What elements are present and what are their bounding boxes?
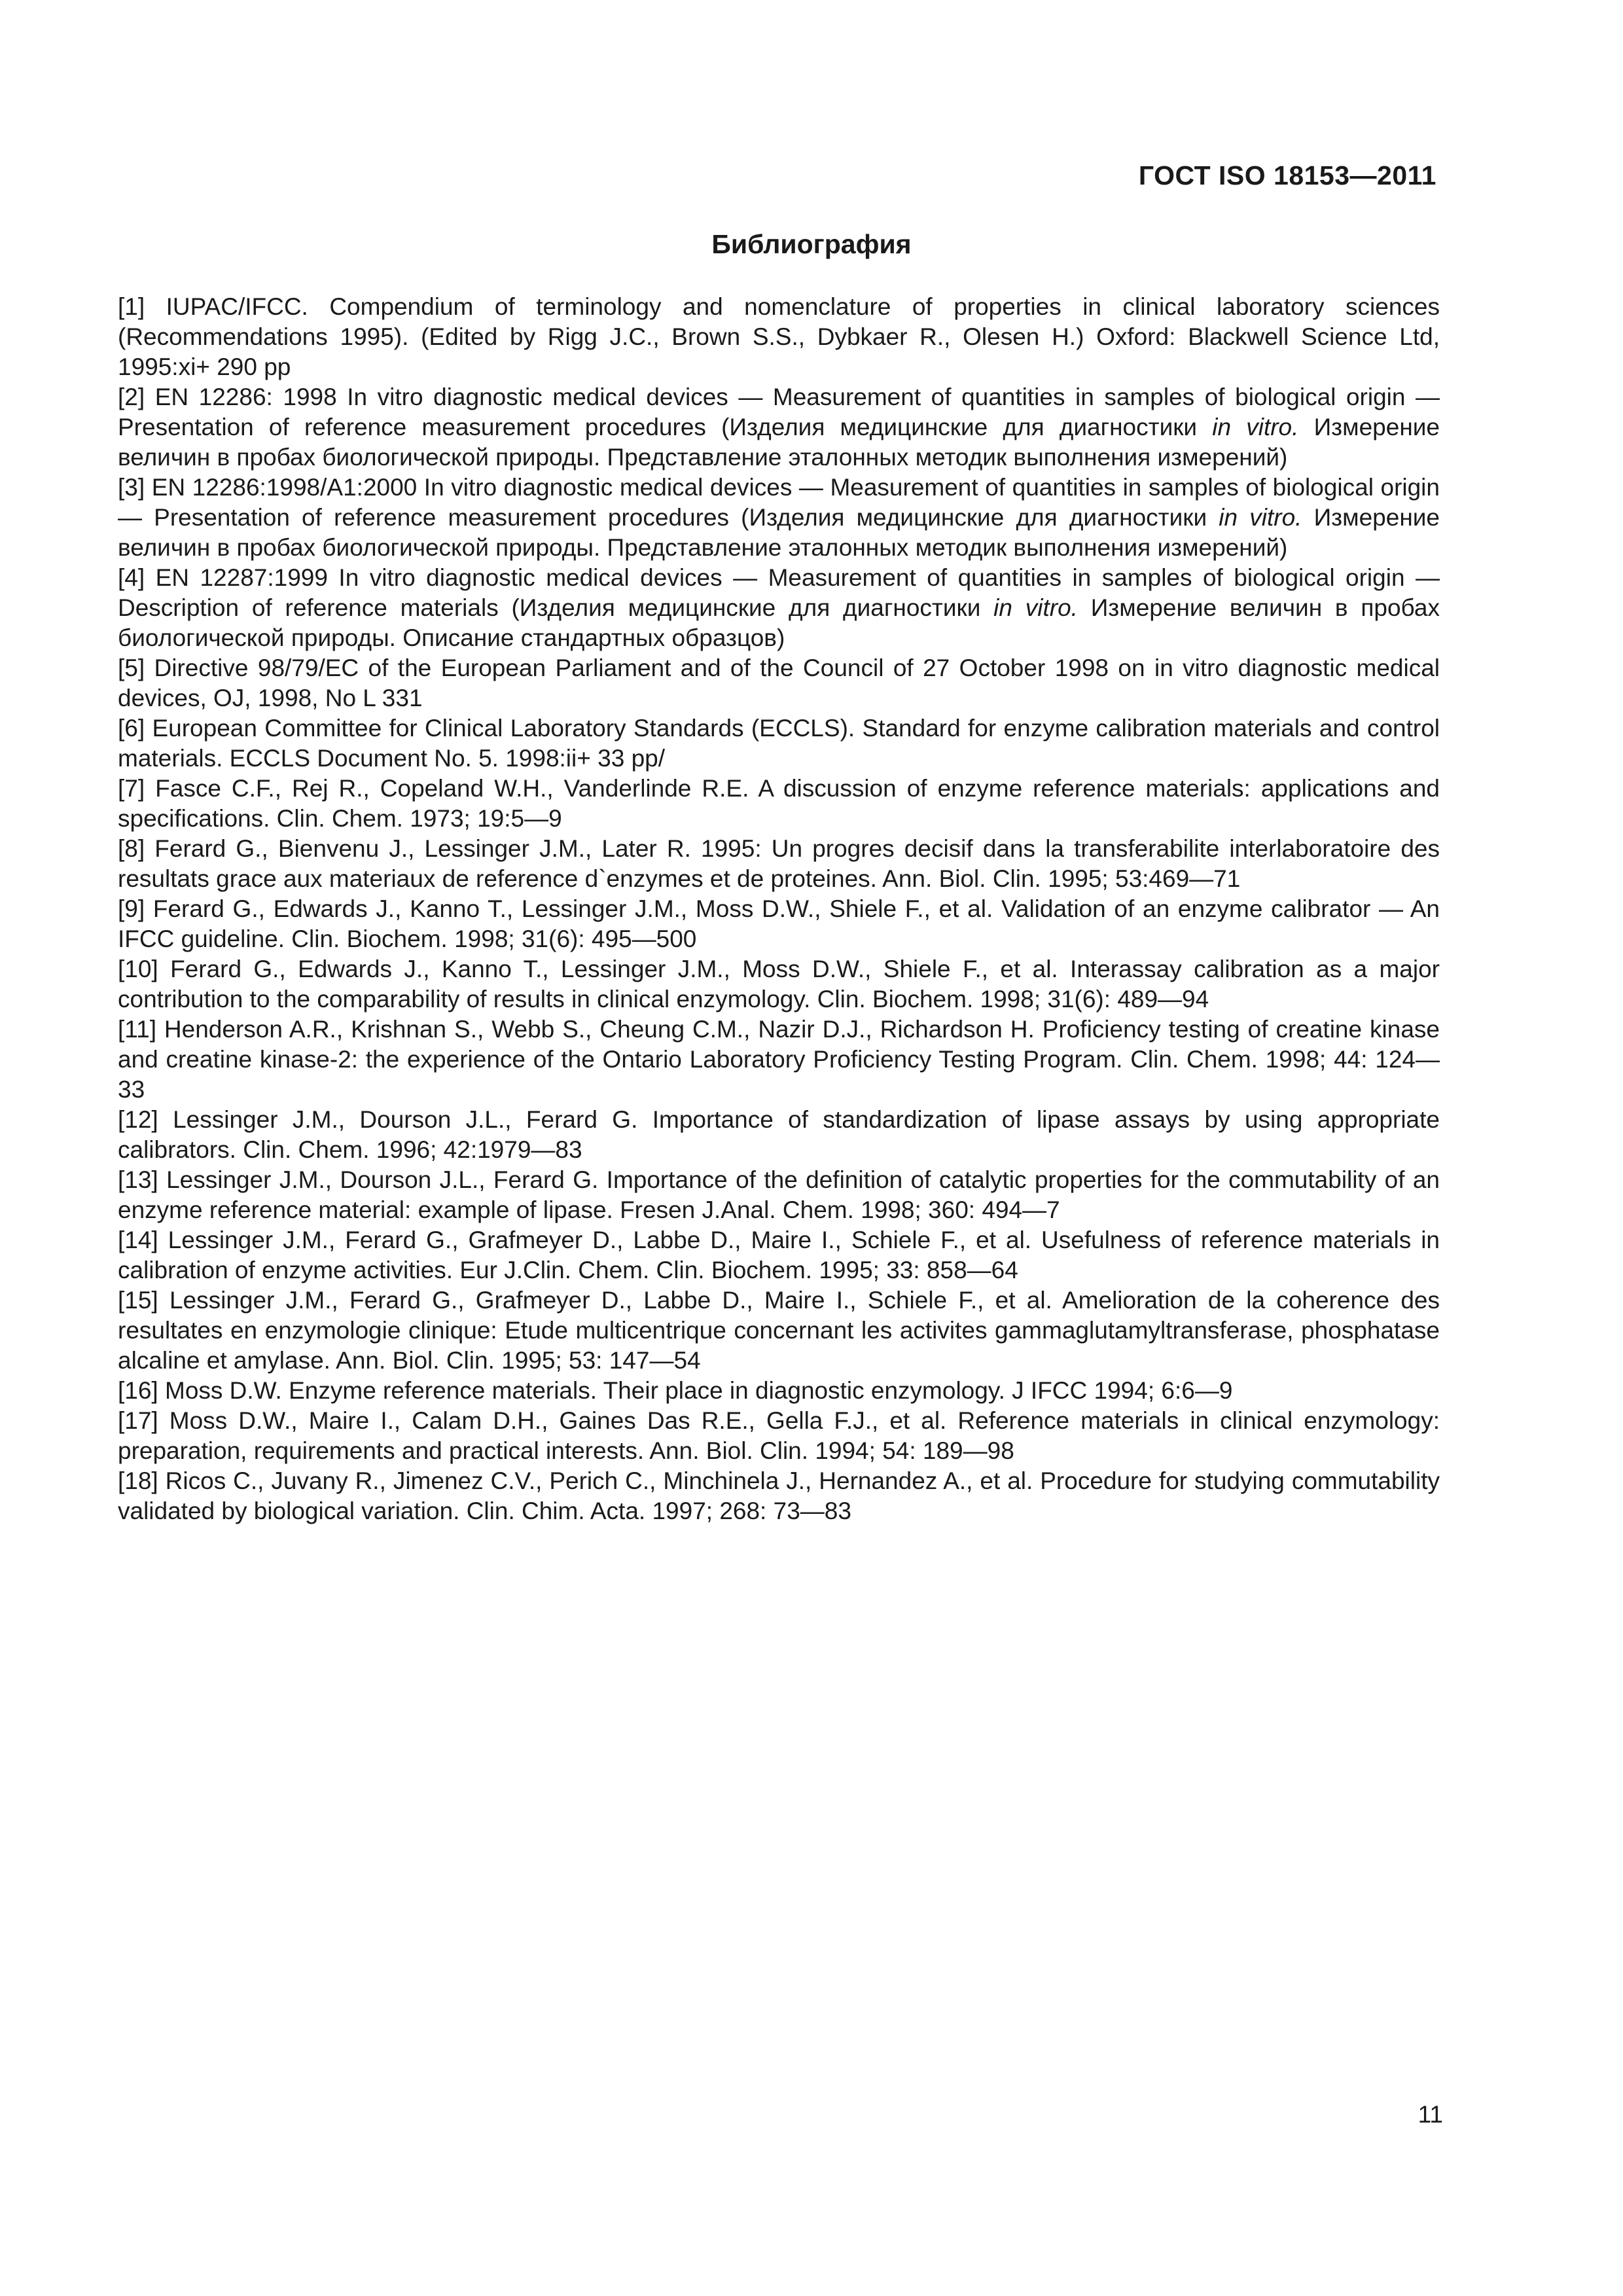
reference-item: [12] Lessinger J.M., Dourson J.L., Ferard G. Importance of standardization of lipase assays by using appropriate calibrators. Clin. Chem. 1996; 42:1979—83 [118,1106,1440,1163]
standard-id-header: ГОСТ ISO 18153—2011 [1138,160,1436,190]
reference-item: [8] Ferard G., Bienvenu J., Lessinger J.M., Later R. 1995: Un progres decisif dans la transferabilite interlaboratoire des resultats grace aux materiaux de reference d`enzymes et de proteines. Ann. Biol. Clin. 1995; 53:469—71 [118,835,1440,892]
reference-item: [14] Lessinger J.M., Ferard G., Grafmeyer D., Labbe D., Maire I., Schiele F., et al. Usefulness of reference materials in calibration of enzyme activities. Eur J.Clin. Chem. Clin. Biochem. 1995; 33: 858—64 [118,1227,1440,1283]
reference-item: [5] Directive 98/79/EC of the European Parliament and of the Council of 27 October 1998 on in vitro diagnostic medical devices, OJ, 1998, No L 331 [118,655,1440,711]
page-title: Библиография [711,229,912,259]
reference-item: [18] Ricos C., Juvany R., Jimenez C.V., Perich C., Minchinela J., Hernandez A., et al. Procedure for studying commutability validated by biological variation. Clin. Chim. Acta. 1997; 268: 73—83 [118,1467,1440,1524]
page-number: 11 [1418,2101,1443,2128]
reference-item: [10] Ferard G., Edwards J., Kanno T., Lessinger J.M., Moss D.W., Shiele F., et al. Interassay calibration as a major contribution to the comparability of results in clinical enzymology. Clin. Biochem. 1998; 31(6): 489—94 [118,956,1440,1013]
reference-item: [6] European Committee for Clinical Laboratory Standards (ECCLS). Standard for enzyme calibration materials and control materials. ECCLS Document No. 5. 1998:ii+ 33 pp/ [118,715,1440,772]
reference-item: [7] Fasce C.F., Rej R., Copeland W.H., Vanderlinde R.E. A discussion of enzyme reference materials: applications and specifications. Clin. Chem. 1973; 19:5—9 [118,775,1440,832]
bibliography-list [118,292,1440,1526]
reference-item: [13] Lessinger J.M., Dourson J.L., Ferard G. Importance of the definition of catalytic properties for the commutability of an enzyme reference material: example of lipase. Fresen J.Anal. Chem. 1998; 360: 494—7 [118,1166,1440,1223]
reference-item: [4] EN 12287:1999 In vitro diagnostic medical devices — Measurement of quantities in samples of biological origin — Description of reference materials (Изделия медицинские для диагностики in vitro. Измерение величин в пробах биологической природы. Описание стандартных образцов) [118,564,1440,651]
reference-item: [11] Henderson A.R., Krishnan S., Webb S., Cheung C.M., Nazir D.J., Richardson H. Proficiency testing of creatine kinase and creatine kinase-2: the experience of the Ontario Laboratory Proficiency Testing Program. Clin. Chem. 1998; 44: 124—33 [118,1016,1440,1103]
reference-item: [17] Moss D.W., Maire I., Calam D.H., Gaines Das R.E., Gella F.J., et al. Reference materials in clinical enzymology: preparation, requirements and practical interests. Ann. Biol. Clin. 1994; 54: 189—98 [118,1407,1440,1464]
reference-item: [9] Ferard G., Edwards J., Kanno T., Lessinger J.M., Moss D.W., Shiele F., et al. Validation of an enzyme calibrator — An IFCC guideline. Clin. Biochem. 1998; 31(6): 495—500 [118,895,1440,952]
reference-item: [16] Moss D.W. Enzyme reference materials. Their place in diagnostic enzymology. J IFCC 1994; 6:6—9 [118,1377,1233,1404]
reference-item: [15] Lessinger J.M., Ferard G., Grafmeyer D., Labbe D., Maire I., Schiele F., et al. Amelioration de la coherence des resultates en enzymologie clinique: Etude multicentrique concernant les activites gammaglutamyltransferase, phosphatase alcaline et amylase. Ann. Biol. Clin. 1995; 53: 147—54 [118,1287,1440,1374]
reference-item: [1] IUPAC/IFCC. Compendium of terminology and nomenclature of properties in clinical laboratory sciences (Recommendations 1995). (Edited by Rigg J.C., Brown S.S., Dybkaer R., Olesen H.) Oxford: Blackwell Science Ltd, 1995:xi+ 290 pp [118,293,1440,380]
reference-item: [2] EN 12286: 1998 In vitro diagnostic medical devices — Measurement of quantities in samples of biological origin — Presentation of reference measurement procedures (Изделия медицинские для диагностики in vitro. Измерение величин в пробах биологической природы. Представление эталонных методик выполнения измерений) [118,384,1440,471]
reference-item: [3] EN 12286:1998/A1:2000 In vitro diagnostic medical devices — Measurement of quantities in samples of biological origin — Presentation of reference measurement procedures (Изделия медицинские для диагностики in vitro. Измерение величин в пробах биологической природы. Представление эталонных методик выполнения измерений) [118,474,1440,561]
